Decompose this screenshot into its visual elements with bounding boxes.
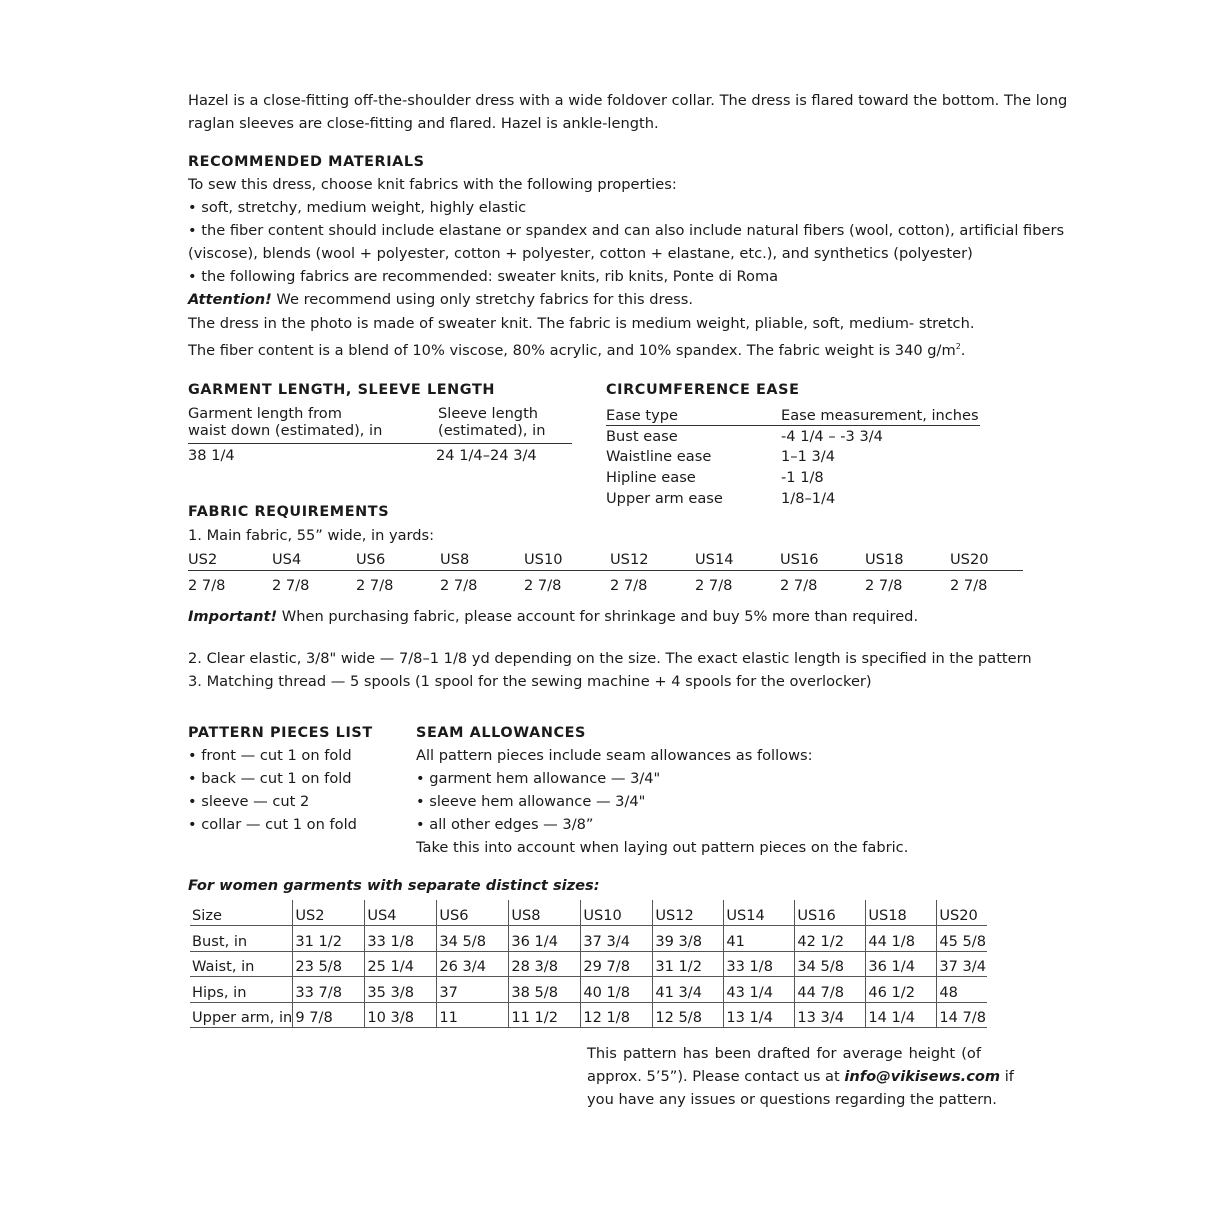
intro-line-2: raglan sleeves are close-fitting and flared. Hazel is ankle-length. [188,115,659,132]
materials-line: • the following fabrics are recommended: sweater knits, rib knits, Ponte di Roma [188,268,779,285]
table-cell: 25 1/4 [365,951,437,977]
seam-heading: SEAM ALLOWANCES [416,725,587,741]
table-row-label: Bust, in [190,926,293,952]
table-cell: US16 [795,900,866,926]
table-cell: 44 1/8 [866,926,937,952]
table-cell: 29 7/8 [581,951,653,977]
seam-item: • sleeve hem allowance — 3/4" [416,793,646,810]
fabric-yardage: 2 7/8 [440,577,478,594]
important-note [188,605,918,628]
table-cell: 11 1/2 [509,1002,581,1028]
fabric-size: US20 [950,551,989,568]
fabric-size: US10 [524,551,563,568]
fabric-yardage: 2 7/8 [524,577,562,594]
ease-value: -1 1/8 [781,469,824,486]
note-line-3: you have any issues or questions regarding the pattern. [587,1091,997,1108]
elastic-line: 2. Clear elastic, 3/8" wide — 7/8–1 1/8 yd depending on the size. The exact elastic length is specified in the pattern [188,650,1032,667]
main-fabric-line: 1. Main fabric, 55” wide, in yards: [188,527,435,544]
fabric-divider [188,570,1023,571]
piece-item: • collar — cut 1 on fold [188,816,357,833]
table-cell: 42 1/2 [795,926,866,952]
seam-intro: All pattern pieces include seam allowances as follows: [416,747,813,764]
photo-fabric-end: . [960,341,966,359]
table-cell: 34 5/8 [795,951,866,977]
table-cell: 11 [437,1002,509,1028]
table-cell: 12 5/8 [653,1002,724,1028]
fabric-yardage: 2 7/8 [865,577,903,594]
ease-type: Bust ease [606,428,678,445]
table-cell: 12 1/8 [581,1002,653,1028]
table-cell: 43 1/4 [724,977,795,1003]
table-cell: 41 3/4 [653,977,724,1003]
table-cell: 46 1/2 [866,977,937,1003]
table-cell: 48 [937,977,987,1003]
table-row-label: Size [190,900,293,926]
materials-line: • soft, stretchy, medium weight, highly elastic [188,199,527,216]
table-cell: US10 [581,900,653,926]
table-header-row [190,900,987,926]
table-cell: 39 3/8 [653,926,724,952]
piece-item: • sleeve — cut 2 [188,793,310,810]
fabric-yardage: 2 7/8 [780,577,818,594]
ease-type: Upper arm ease [606,490,723,507]
fabric-yardage: 2 7/8 [188,577,226,594]
fabric-size: US2 [188,551,218,568]
table-row-label: Waist, in [190,951,293,977]
note-line-2-end: if [1000,1068,1014,1085]
table-cell: 38 5/8 [509,977,581,1003]
photo-fabric-text: The fiber content is a blend of 10% viscose, 80% acrylic, and 10% spandex. The fabric weight is 340 g/m [188,341,956,359]
intro-line-1: Hazel is a close-fitting off-the-shoulder dress with a wide foldover collar. The dress is flared toward the bottom. The long [188,92,1068,109]
photo-fabric-line-1: The dress in the photo is made of sweater knit. The fabric is medium weight, pliable, soft, medium- stretch. [188,315,975,332]
ease-type: Hipline ease [606,469,696,486]
note-line-1: This pattern has been drafted for average height (of [587,1045,981,1062]
ease-value: 1–1 3/4 [781,448,835,465]
table-cell: 14 7/8 [937,1002,987,1028]
superscript: 2 [955,342,961,351]
table-cell: 26 3/4 [437,951,509,977]
materials-line: • the fiber content should include elastane or spandex and can also include natural fibers (wool, cotton), artificial fibers [188,222,1065,239]
table-row [190,951,987,977]
sleeve-length-col-line2: (estimated), in [438,422,546,439]
contact-email-link[interactable]: info@vikisews.com [844,1068,1001,1085]
seam-outro: Take this into account when laying out pattern pieces on the fabric. [416,839,909,856]
piece-item: • back — cut 1 on fold [188,770,352,787]
table-cell: 41 [724,926,795,952]
piece-item: • front — cut 1 on fold [188,747,352,764]
table-cell: 33 7/8 [293,977,365,1003]
garment-length-value: 38 1/4 [188,447,235,464]
table-cell: 10 3/8 [365,1002,437,1028]
attention-label: Attention! [188,291,272,308]
table-cell: 45 5/8 [937,926,987,952]
table-cell: US6 [437,900,509,926]
fabric-size: US8 [440,551,470,568]
table-cell: US4 [365,900,437,926]
table-row [190,977,987,1003]
table-cell: 28 3/8 [509,951,581,977]
fabric-yardage: 2 7/8 [356,577,394,594]
ease-col-measure: Ease measurement, inches [781,407,979,424]
note-line-2-start: approx. 5’5”). Please contact us at [587,1068,845,1085]
sizes-table-caption: For women garments with separate distinct sizes: [188,877,600,894]
table-cell: 35 3/8 [365,977,437,1003]
table-cell: US12 [653,900,724,926]
table-cell: 33 1/8 [724,951,795,977]
table-cell: 40 1/8 [581,977,653,1003]
table-cell: 34 5/8 [437,926,509,952]
pieces-heading: PATTERN PIECES LIST [188,725,373,741]
ease-type: Waistline ease [606,448,712,465]
table-cell: 9 7/8 [293,1002,365,1028]
table-cell: US14 [724,900,795,926]
table-cell: US18 [866,900,937,926]
sleeve-length-value: 24 1/4–24 3/4 [436,447,537,464]
table-row-label: Hips, in [190,977,293,1003]
fabric-size: US12 [610,551,649,568]
fabric-yardage: 2 7/8 [272,577,310,594]
table-cell: 31 1/2 [293,926,365,952]
important-text: When purchasing fabric, please account for shrinkage and buy 5% more than required. [277,608,919,625]
table-cell: US20 [937,900,987,926]
fabric-size: US18 [865,551,904,568]
fabric-yardage: 2 7/8 [610,577,648,594]
ease-heading: CIRCUMFERENCE EASE [606,382,800,398]
table-cell: 23 5/8 [293,951,365,977]
table-cell: 37 3/4 [937,951,987,977]
fabric-heading: FABRIC REQUIREMENTS [188,504,390,520]
ease-col-type: Ease type [606,407,678,424]
materials-line: To sew this dress, choose knit fabrics with the following properties: [188,176,677,193]
note-line-2 [587,1065,1014,1088]
table-cell: US2 [293,900,365,926]
table-row [190,926,987,952]
table-cell: 13 3/4 [795,1002,866,1028]
attention-text: We recommend using only stretchy fabrics for this dress. [271,291,694,308]
photo-fabric-line-2 [188,335,965,362]
fabric-size: US4 [272,551,302,568]
garment-length-heading: GARMENT LENGTH, SLEEVE LENGTH [188,382,496,398]
table-cell: 37 [437,977,509,1003]
table-cell: 31 1/2 [653,951,724,977]
garment-length-col1-line2: waist down (estimated), in [188,422,383,439]
table-cell: 36 1/4 [509,926,581,952]
seam-item: • garment hem allowance — 3/4" [416,770,661,787]
attention-note [188,288,693,311]
table-row [190,1002,987,1028]
table-cell: US8 [509,900,581,926]
seam-item: • all other edges — 3/8” [416,816,594,833]
size-chart-table [190,900,987,1028]
table-row-label: Upper arm, in [190,1002,293,1028]
fabric-size: US14 [695,551,734,568]
important-label: Important! [188,608,278,625]
table-cell: 33 1/8 [365,926,437,952]
ease-value: 1/8–1/4 [781,490,836,507]
fabric-yardage: 2 7/8 [695,577,733,594]
materials-line: (viscose), blends (wool + polyester, cotton + polyester, cotton + elastane, etc.), and synthetics (polyester) [188,245,973,262]
table-cell: 44 7/8 [795,977,866,1003]
table-cell: 13 1/4 [724,1002,795,1028]
materials-heading: RECOMMENDED MATERIALS [188,154,425,170]
fabric-yardage: 2 7/8 [950,577,988,594]
sleeve-length-col-line1: Sleeve length [438,405,539,422]
thread-line: 3. Matching thread — 5 spools (1 spool for the sewing machine + 4 spools for the overlocker) [188,673,872,690]
table-cell: 37 3/4 [581,926,653,952]
fabric-size: US6 [356,551,386,568]
table-cell: 36 1/4 [866,951,937,977]
ease-value: -4 1/4 – -3 3/4 [781,428,883,445]
garment-length-col1-line1: Garment length from [188,405,342,422]
fabric-size: US16 [780,551,819,568]
table-cell: 14 1/4 [866,1002,937,1028]
